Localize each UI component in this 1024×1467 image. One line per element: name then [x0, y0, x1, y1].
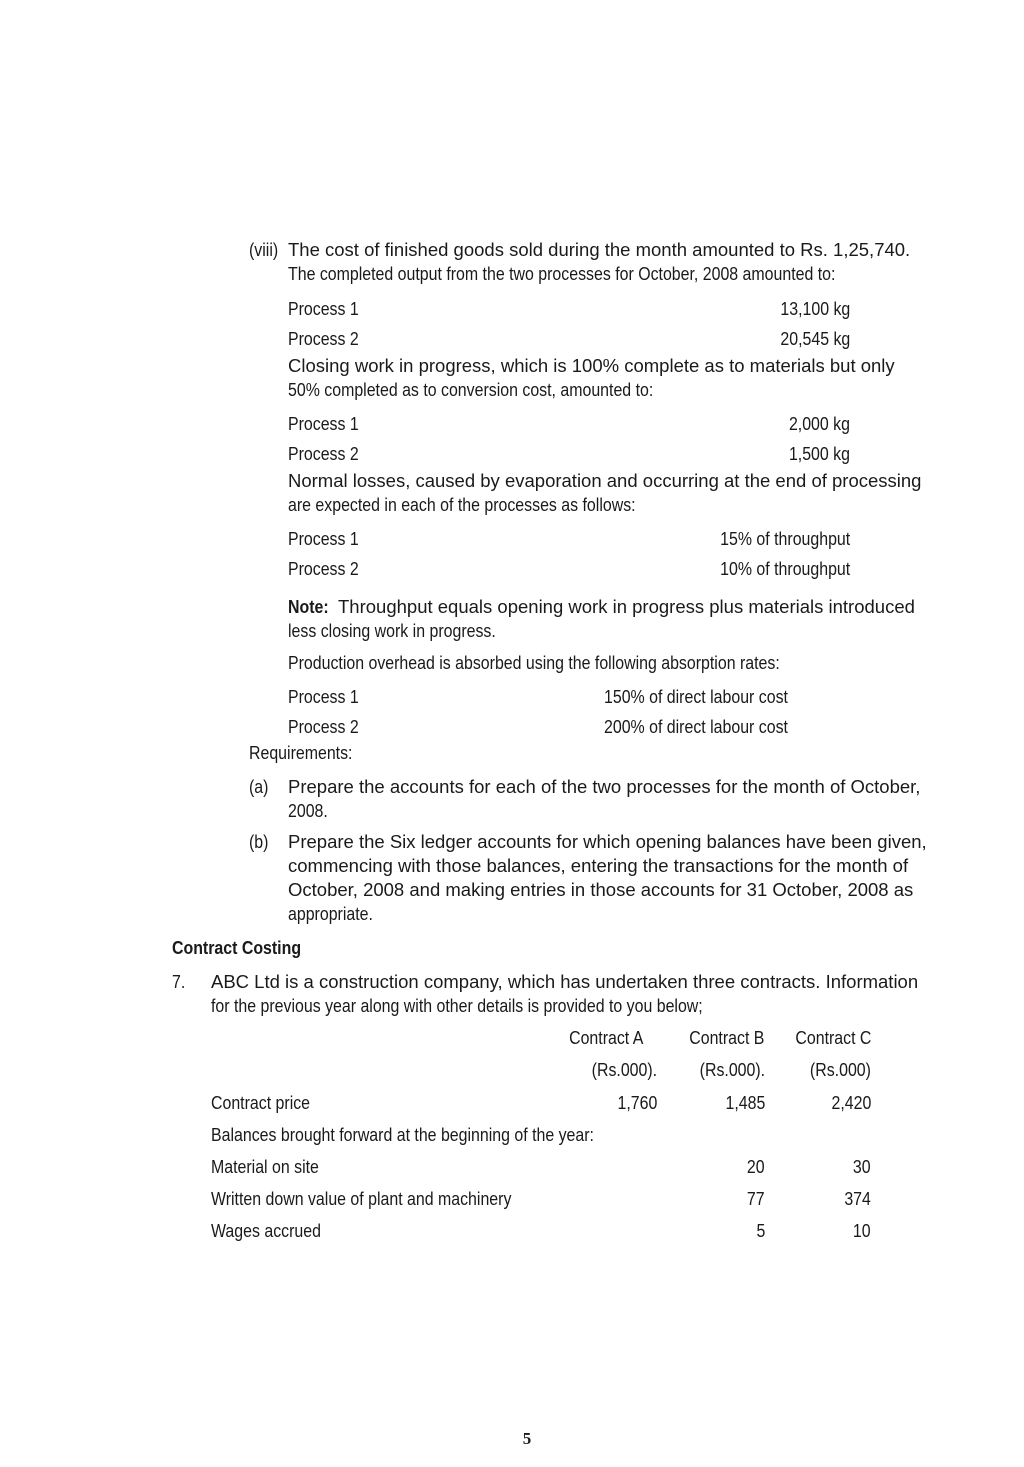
- overhead-value-process-1: 150% of direct labour cost: [604, 686, 788, 707]
- table-cell: 77: [747, 1188, 765, 1209]
- note-label: Note:: [288, 596, 329, 617]
- paragraph-line: Normal losses, caused by evaporation and occurring at the end of processing: [288, 470, 922, 491]
- paragraph-line: are expected in each of the processes as follows:: [288, 494, 636, 515]
- paragraph-line: 2008.: [288, 800, 328, 821]
- loss-value-process-2: 10% of throughput: [719, 558, 850, 579]
- paragraph-line: commencing with those balances, entering the transactions for the month of: [288, 855, 909, 876]
- output-label-process-1: Process 1: [288, 298, 359, 319]
- table-cell: 30: [853, 1156, 871, 1177]
- table-cell: 20: [747, 1156, 765, 1177]
- requirements-heading: Requirements:: [249, 742, 353, 763]
- column-unit-contract-c: (Rs.000): [809, 1059, 871, 1080]
- closing-value-process-1: 2,000 kg: [788, 413, 850, 434]
- loss-label-process-1: Process 1: [288, 528, 359, 549]
- table-row-label: Contract price: [211, 1092, 311, 1113]
- item-marker-viii: (viii): [249, 239, 279, 260]
- paragraph-line: appropriate.: [288, 903, 373, 924]
- paragraph-line: 50% completed as to conversion cost, amounted to:: [288, 379, 654, 400]
- loss-label-process-2: Process 2: [288, 558, 359, 579]
- paragraph-closing-wip: [288, 354, 895, 378]
- paragraph-line: October, 2008 and making entries in those accounts for 31 October, 2008 as: [288, 879, 914, 900]
- paragraph-line: Prepare the accounts for each of the two processes for the month of October,: [288, 776, 921, 797]
- question-text: [211, 970, 919, 994]
- paragraph-line: The completed output from the two processes for October, 2008 amounted to:: [288, 263, 836, 284]
- paragraph-line: Prepare the Six ledger accounts for which opening balances have been given,: [288, 831, 927, 852]
- output-label-process-2: Process 2: [288, 328, 359, 349]
- paragraph-line: The cost of finished goods sold during the month amounted to Rs. 1,25,740.: [288, 239, 911, 260]
- closing-value-process-2: 1,500 kg: [788, 443, 850, 464]
- requirement-marker-b: (b): [249, 831, 269, 852]
- table-cell: 374: [844, 1188, 871, 1209]
- loss-value-process-1: 15% of throughput: [719, 528, 850, 549]
- column-unit-contract-b: (Rs.000).: [699, 1059, 765, 1080]
- column-header-contract-c: Contract C: [794, 1027, 871, 1048]
- table-row-label: Balances brought forward at the beginning of the year:: [211, 1124, 594, 1145]
- paragraph-line: less closing work in progress.: [288, 620, 496, 641]
- page-number: 5: [522, 1429, 532, 1448]
- closing-label-process-1: Process 1: [288, 413, 359, 434]
- output-value-process-1: 13,100 kg: [780, 298, 850, 319]
- requirement-b-text: [288, 830, 927, 902]
- table-cell: 5: [756, 1220, 765, 1241]
- table-row-label: Written down value of plant and machinery: [211, 1188, 512, 1209]
- table-row-label: Material on site: [211, 1156, 319, 1177]
- section-heading-contract-costing: Contract Costing: [172, 937, 302, 958]
- overhead-label-process-1: Process 1: [288, 686, 359, 707]
- paragraph-line: for the previous year along with other details is provided to you below;: [211, 995, 703, 1016]
- table-cell: 1,485: [725, 1092, 765, 1113]
- note-text: [338, 595, 915, 619]
- paragraph-line: ABC Ltd is a construction company, which has undertaken three contracts. Information: [211, 971, 919, 992]
- question-number: 7.: [172, 971, 186, 992]
- paragraph-line: Throughput equals opening work in progress plus materials introduced: [338, 596, 915, 617]
- paragraph-line: Closing work in progress, which is 100% complete as to materials but only: [288, 355, 895, 376]
- table-cell: 10: [853, 1220, 871, 1241]
- paragraph-cost-sold: [288, 238, 911, 262]
- overhead-intro: Production overhead is absorbed using the following absorption rates:: [288, 652, 780, 673]
- table-cell: 2,420: [831, 1092, 871, 1113]
- overhead-label-process-2: Process 2: [288, 716, 359, 737]
- column-header-contract-b: Contract B: [688, 1027, 764, 1048]
- table-cell: 1,760: [617, 1092, 657, 1113]
- column-header-contract-a: Contract A: [568, 1027, 643, 1048]
- output-value-process-2: 20,545 kg: [780, 328, 850, 349]
- table-row-label: Wages accrued: [211, 1220, 321, 1241]
- paragraph-normal-losses: [288, 469, 922, 493]
- column-unit-contract-a: (Rs.000).: [591, 1059, 657, 1080]
- requirement-a-text: [288, 775, 921, 799]
- closing-label-process-2: Process 2: [288, 443, 359, 464]
- requirement-marker-a: (a): [249, 776, 269, 797]
- overhead-value-process-2: 200% of direct labour cost: [604, 716, 788, 737]
